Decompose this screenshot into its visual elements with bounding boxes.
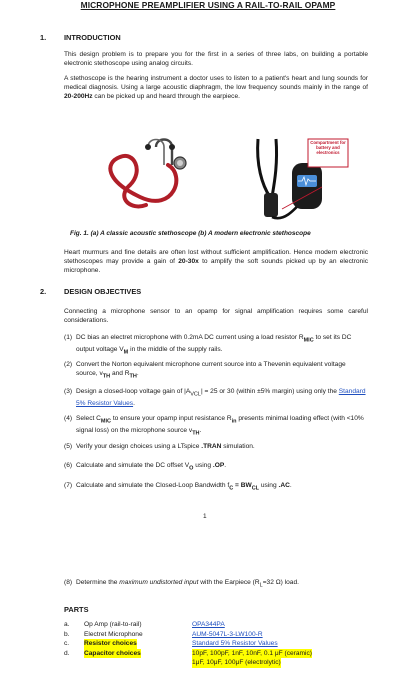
section-number: 2.: [40, 287, 47, 296]
objective-item: (5) Verify your design choices using a LTspice .TRAN simulation.: [64, 443, 255, 450]
objective-item: (7) Calculate and simulate the Closed-Loop Bandwidth $f_C = BW_{CL}$ using .AC.: [64, 482, 292, 492]
parts-row: a. Op Amp (rail-to-rail) OPA344PA: [64, 621, 225, 628]
objective-item: (6) Calculate and simulate the DC offset $V_O$ using .OP.: [64, 462, 227, 472]
intro-paragraph-3: Heart murmurs and fine details are often lost without sufficient amplification. Hence modern electronic stethoscopes may provide a gain of 20-30x to amplify the soft sounds picked up by an electronic microphone.: [64, 249, 368, 274]
section-heading-introduction: INTRODUCTION: [64, 33, 121, 42]
objective-item: (2) Convert the Norton equivalent microphone current source into a Thevenin equivalent voltage source, $v_{TH}$ and $R_{TH}$.: [64, 361, 346, 380]
design-intro-paragraph: Connecting a microphone sensor to an opamp for signal amplification requires some careful considerations.: [64, 308, 368, 324]
opamp-part-link[interactable]: OPA344PA: [192, 621, 225, 628]
objective-item: (3) Design a closed-loop voltage gain of $|A_{VCL}| = 25$ or 30 (within ±5% margin) using only the Standard 5% Resistor Values.: [64, 388, 366, 408]
figure-caption: Fig. 1. (a) A classic acoustic stethoscope (b) A modern electronic stethoscope: [70, 230, 311, 237]
parts-row: c. Resistor choices Standard 5% Resistor Values: [64, 640, 278, 648]
parts-list: [64, 620, 384, 668]
resistor-values-link[interactable]: Standard 5% Resistor Values: [192, 640, 278, 648]
page-number: 1: [203, 513, 207, 520]
section-heading-design-objectives: DESIGN OBJECTIVES: [64, 287, 142, 296]
objective-item: (8) Determine the maximum undistorted input with the Earpiece ($R_L=32$ Ω) load.: [64, 579, 299, 589]
classic-stethoscope-image: [110, 140, 186, 207]
parts-row: 1μF, 10μF, 100μF (electrolytic): [192, 659, 281, 667]
stethoscope-illustration: [86, 135, 378, 225]
parts-heading: PARTS: [64, 605, 89, 614]
parts-row: d. Capacitor choices 10pF, 100pF, 1nF, 10nF, 0.1 μF (ceramic): [64, 649, 312, 657]
intro-paragraph-1: This design problem is to prepare you for the first in a series of three labs, on building a portable electronic stethoscope using analog circuits.: [64, 51, 368, 67]
microphone-part-link[interactable]: AUM-5047L-3-LW100-R: [192, 630, 263, 638]
objective-item: (1) DC bias an electret microphone with 0.2mA DC current using a load resistor $R_{MIC}$ to set its DC output voltage $V_M$ in the middle of the supply rails.: [64, 334, 352, 356]
stethoscope-figure: [86, 135, 378, 225]
electronics-compartment-callout: Compartment for battery and electronics: [310, 140, 346, 156]
document-title: MICROPHONE PREAMPLIFIER USING A RAIL-TO-RAIL OPAMP: [80, 0, 336, 10]
resistor-values-link[interactable]: Standard 5% Resistor Values: [76, 388, 366, 408]
parts-row: b. Electret Microphone AUM-5047L-3-LW100-R: [64, 630, 263, 638]
section-number: 1.: [40, 33, 47, 42]
objective-item: (4) Select $C_{MIC}$ to ensure your opamp input resistance $R_{in}$ presents minimal loading effect (with <10% signal loss) on the microphone source $v_{TH}$.: [64, 415, 364, 437]
intro-paragraph-2: A stethoscope is the hearing instrument a doctor uses to listen to a patient's heart and lung sounds for medical diagnosis. Using a large acoustic diaphragm, the low frequency sounds mainly in the range of 20-200Hz can be picked up and heard through the earpiece.: [64, 75, 368, 100]
